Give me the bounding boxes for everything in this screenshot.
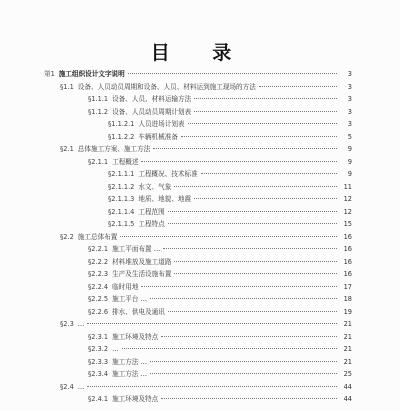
toc-entry-number: §2.1.1 <box>88 157 109 166</box>
toc-entry-label: 工程范围 <box>138 207 165 216</box>
toc-dot-leader <box>161 398 337 399</box>
toc-entry <box>0 306 400 319</box>
toc-entry-label: 总体施工方案、施工方法 <box>77 145 151 153</box>
toc-entry-label: 施工环境及特点 <box>112 395 159 403</box>
toc-entry-number: §2.1.1.1 <box>108 170 135 178</box>
toc-entry-page-number: 16 <box>343 232 352 241</box>
toc-entry-page-number: 3 <box>347 82 352 91</box>
toc-entry-number: §1.1.1 <box>88 95 109 103</box>
toc-entry-number: 第1 <box>44 70 55 78</box>
toc-dot-leader <box>150 298 337 299</box>
toc-dot-leader <box>259 86 337 87</box>
toc-dot-leader <box>174 261 337 262</box>
toc-entry-number: §1.1 <box>60 82 74 91</box>
toc-entry <box>0 93 400 106</box>
toc-entry-label: 人员进场计划表 <box>138 120 185 128</box>
toc-entry <box>0 193 400 206</box>
toc-dot-leader <box>188 123 337 124</box>
toc-entry-number: §2.2.3 <box>88 270 109 278</box>
toc-entry-number: §2.1.1.5 <box>108 220 135 228</box>
toc-dot-leader <box>168 311 337 312</box>
toc-entry-number: §2.2.5 <box>88 295 109 303</box>
toc-entry-number: §2.4 <box>60 382 74 391</box>
toc-entry-page-number: 21 <box>343 345 352 353</box>
page-title: 目 录 <box>150 42 250 64</box>
toc-entry-label: 设备、人员动员周期计划表 <box>112 107 192 116</box>
toc-entry-number: §2.3.4 <box>88 370 109 378</box>
toc-entry-number: §2.3.1 <box>88 332 109 341</box>
toc-entry-number: §2.3 <box>60 320 74 328</box>
toc-entry <box>0 68 400 81</box>
toc-dot-leader <box>141 161 337 162</box>
toc-entry-label: 施工方法 … <box>112 357 148 366</box>
toc-entry-label: 施工环境及特点 <box>112 332 159 341</box>
toc-entry <box>0 268 400 281</box>
toc-dot-leader <box>168 223 337 224</box>
toc-entry <box>0 368 400 381</box>
toc-entry <box>0 81 400 94</box>
toc-entry <box>0 318 400 331</box>
toc-entry <box>0 118 400 131</box>
toc-entry-label: 水文、气象 <box>138 182 172 191</box>
toc-entry-number: §2.2 <box>60 232 74 241</box>
toc-entry-page-number: 17 <box>343 282 352 291</box>
toc-dot-leader <box>194 198 337 199</box>
toc-entry-page-number: 44 <box>343 395 352 403</box>
toc-dot-leader <box>161 336 337 337</box>
toc-dot-leader <box>150 373 337 374</box>
toc-entry <box>0 206 400 219</box>
toc-entry-number: §1.1.2.2 <box>108 132 135 141</box>
toc-entry <box>0 143 400 156</box>
toc-entry-page-number: 25 <box>343 370 352 378</box>
toc-entry-number: §1.1.2 <box>88 107 109 116</box>
toc-entry-number: §2.2.4 <box>88 282 109 291</box>
toc-dot-leader <box>194 98 337 99</box>
toc-entry-number: §2.2.6 <box>88 307 109 316</box>
toc-entry-label: 生产及生活设施布置 <box>112 270 172 278</box>
toc-entry-number: §2.2.1 <box>88 245 109 253</box>
toc-entry-number: §2.1 <box>60 145 74 153</box>
toc-entry-number: §2.1.1.3 <box>108 195 135 203</box>
toc-dot-leader <box>201 173 337 174</box>
toc-entry-label: 施工平台 … <box>112 295 148 303</box>
toc-entry-label: 车辆机械准备 <box>138 132 178 141</box>
toc-entry-number: §2.1.1.2 <box>108 182 135 191</box>
toc-entry-label: 工程概况、技术标准 <box>138 170 198 178</box>
toc-entry-label: 工程概述 <box>112 157 139 166</box>
toc-entry-page-number: 21 <box>343 357 352 366</box>
toc-entry-page-number: 3 <box>347 120 352 128</box>
toc-entry <box>0 356 400 369</box>
toc-entry-page-number: 12 <box>343 207 352 216</box>
table-of-contents <box>0 68 400 406</box>
toc-entry-label: 临时用地 <box>112 282 139 291</box>
toc-entry <box>0 393 400 406</box>
toc-dot-leader <box>150 361 337 362</box>
toc-dot-leader <box>122 348 337 349</box>
toc-entry-page-number: 3 <box>347 70 352 78</box>
toc-entry <box>0 106 400 119</box>
toc-entry <box>0 256 400 269</box>
toc-entry-label: 材料堆放及施工道路 <box>112 257 172 266</box>
toc-entry <box>0 156 400 169</box>
toc-entry-number: §2.3.3 <box>88 357 109 366</box>
toc-entry-page-number: 44 <box>343 382 352 391</box>
toc-entry-label: 工程特点 <box>138 220 165 228</box>
toc-entry-label: 设备、人员动员周期和设备、人员、材料运到施工现场的方法 <box>77 82 256 91</box>
toc-entry-label: 地质、地貌、地震 <box>138 195 192 203</box>
toc-entry-page-number: 11 <box>343 182 352 191</box>
toc-entry-label: 设备、人员、材料运输方法 <box>112 95 192 103</box>
toc-dot-leader <box>194 111 337 112</box>
toc-dot-leader <box>174 186 337 187</box>
toc-entry <box>0 231 400 244</box>
toc-dot-leader <box>87 386 337 387</box>
toc-entry-number: §1.1.2.1 <box>108 120 135 128</box>
toc-dot-leader <box>181 136 337 137</box>
toc-entry-page-number: 21 <box>343 332 352 341</box>
toc-entry-page-number: 15 <box>343 220 352 228</box>
toc-entry-page-number: 19 <box>343 307 352 316</box>
toc-entry-page-number: 9 <box>347 170 352 178</box>
toc-entry-label: 施工方法 … <box>112 370 148 378</box>
toc-entry-page-number: 12 <box>343 195 352 203</box>
toc-entry <box>0 281 400 294</box>
toc-entry-page-number: 21 <box>343 320 352 328</box>
toc-entry-label: 排水、供电及通讯 <box>112 307 165 316</box>
toc-entry <box>0 343 400 356</box>
toc-entry-number: §2.3.2 <box>88 345 109 353</box>
toc-dot-leader <box>128 73 337 74</box>
toc-entry-page-number: 3 <box>347 95 352 103</box>
toc-entry <box>0 331 400 344</box>
toc-entry <box>0 131 400 144</box>
toc-entry-number: §2.1.1.4 <box>108 207 135 216</box>
toc-dot-leader <box>163 248 337 249</box>
toc-entry-label: … <box>112 345 119 353</box>
toc-entry-page-number: 16 <box>343 245 352 253</box>
toc-dot-leader <box>174 273 337 274</box>
toc-dot-leader <box>87 323 337 324</box>
toc-entry <box>0 243 400 256</box>
toc-entry-label: … <box>77 382 85 391</box>
toc-entry-page-number: 5 <box>347 132 352 141</box>
toc-entry-page-number: 3 <box>347 107 352 116</box>
toc-entry-number: §2.4.1 <box>88 395 109 403</box>
toc-entry <box>0 181 400 194</box>
toc-entry <box>0 218 400 231</box>
toc-entry-label: 施工组织设计文字说明 <box>58 70 125 78</box>
toc-entry <box>0 293 400 306</box>
toc-dot-leader <box>168 211 337 212</box>
toc-entry-label: … <box>77 320 85 328</box>
toc-entry-page-number: 18 <box>343 295 352 303</box>
toc-entry-label: 施工平面布置 … <box>112 245 161 253</box>
toc-dot-leader <box>141 286 337 287</box>
toc-entry-page-number: 16 <box>343 257 352 266</box>
toc-entry-label: 施工总体布置 <box>77 232 118 241</box>
toc-entry-number: §2.2.2 <box>88 257 109 266</box>
toc-dot-leader <box>153 148 337 149</box>
toc-dot-leader <box>120 236 337 237</box>
toc-entry <box>0 381 400 394</box>
toc-entry-page-number: 9 <box>347 157 352 166</box>
toc-entry-page-number: 16 <box>343 270 352 278</box>
toc-entry-page-number: 9 <box>347 145 352 153</box>
toc-entry <box>0 168 400 181</box>
